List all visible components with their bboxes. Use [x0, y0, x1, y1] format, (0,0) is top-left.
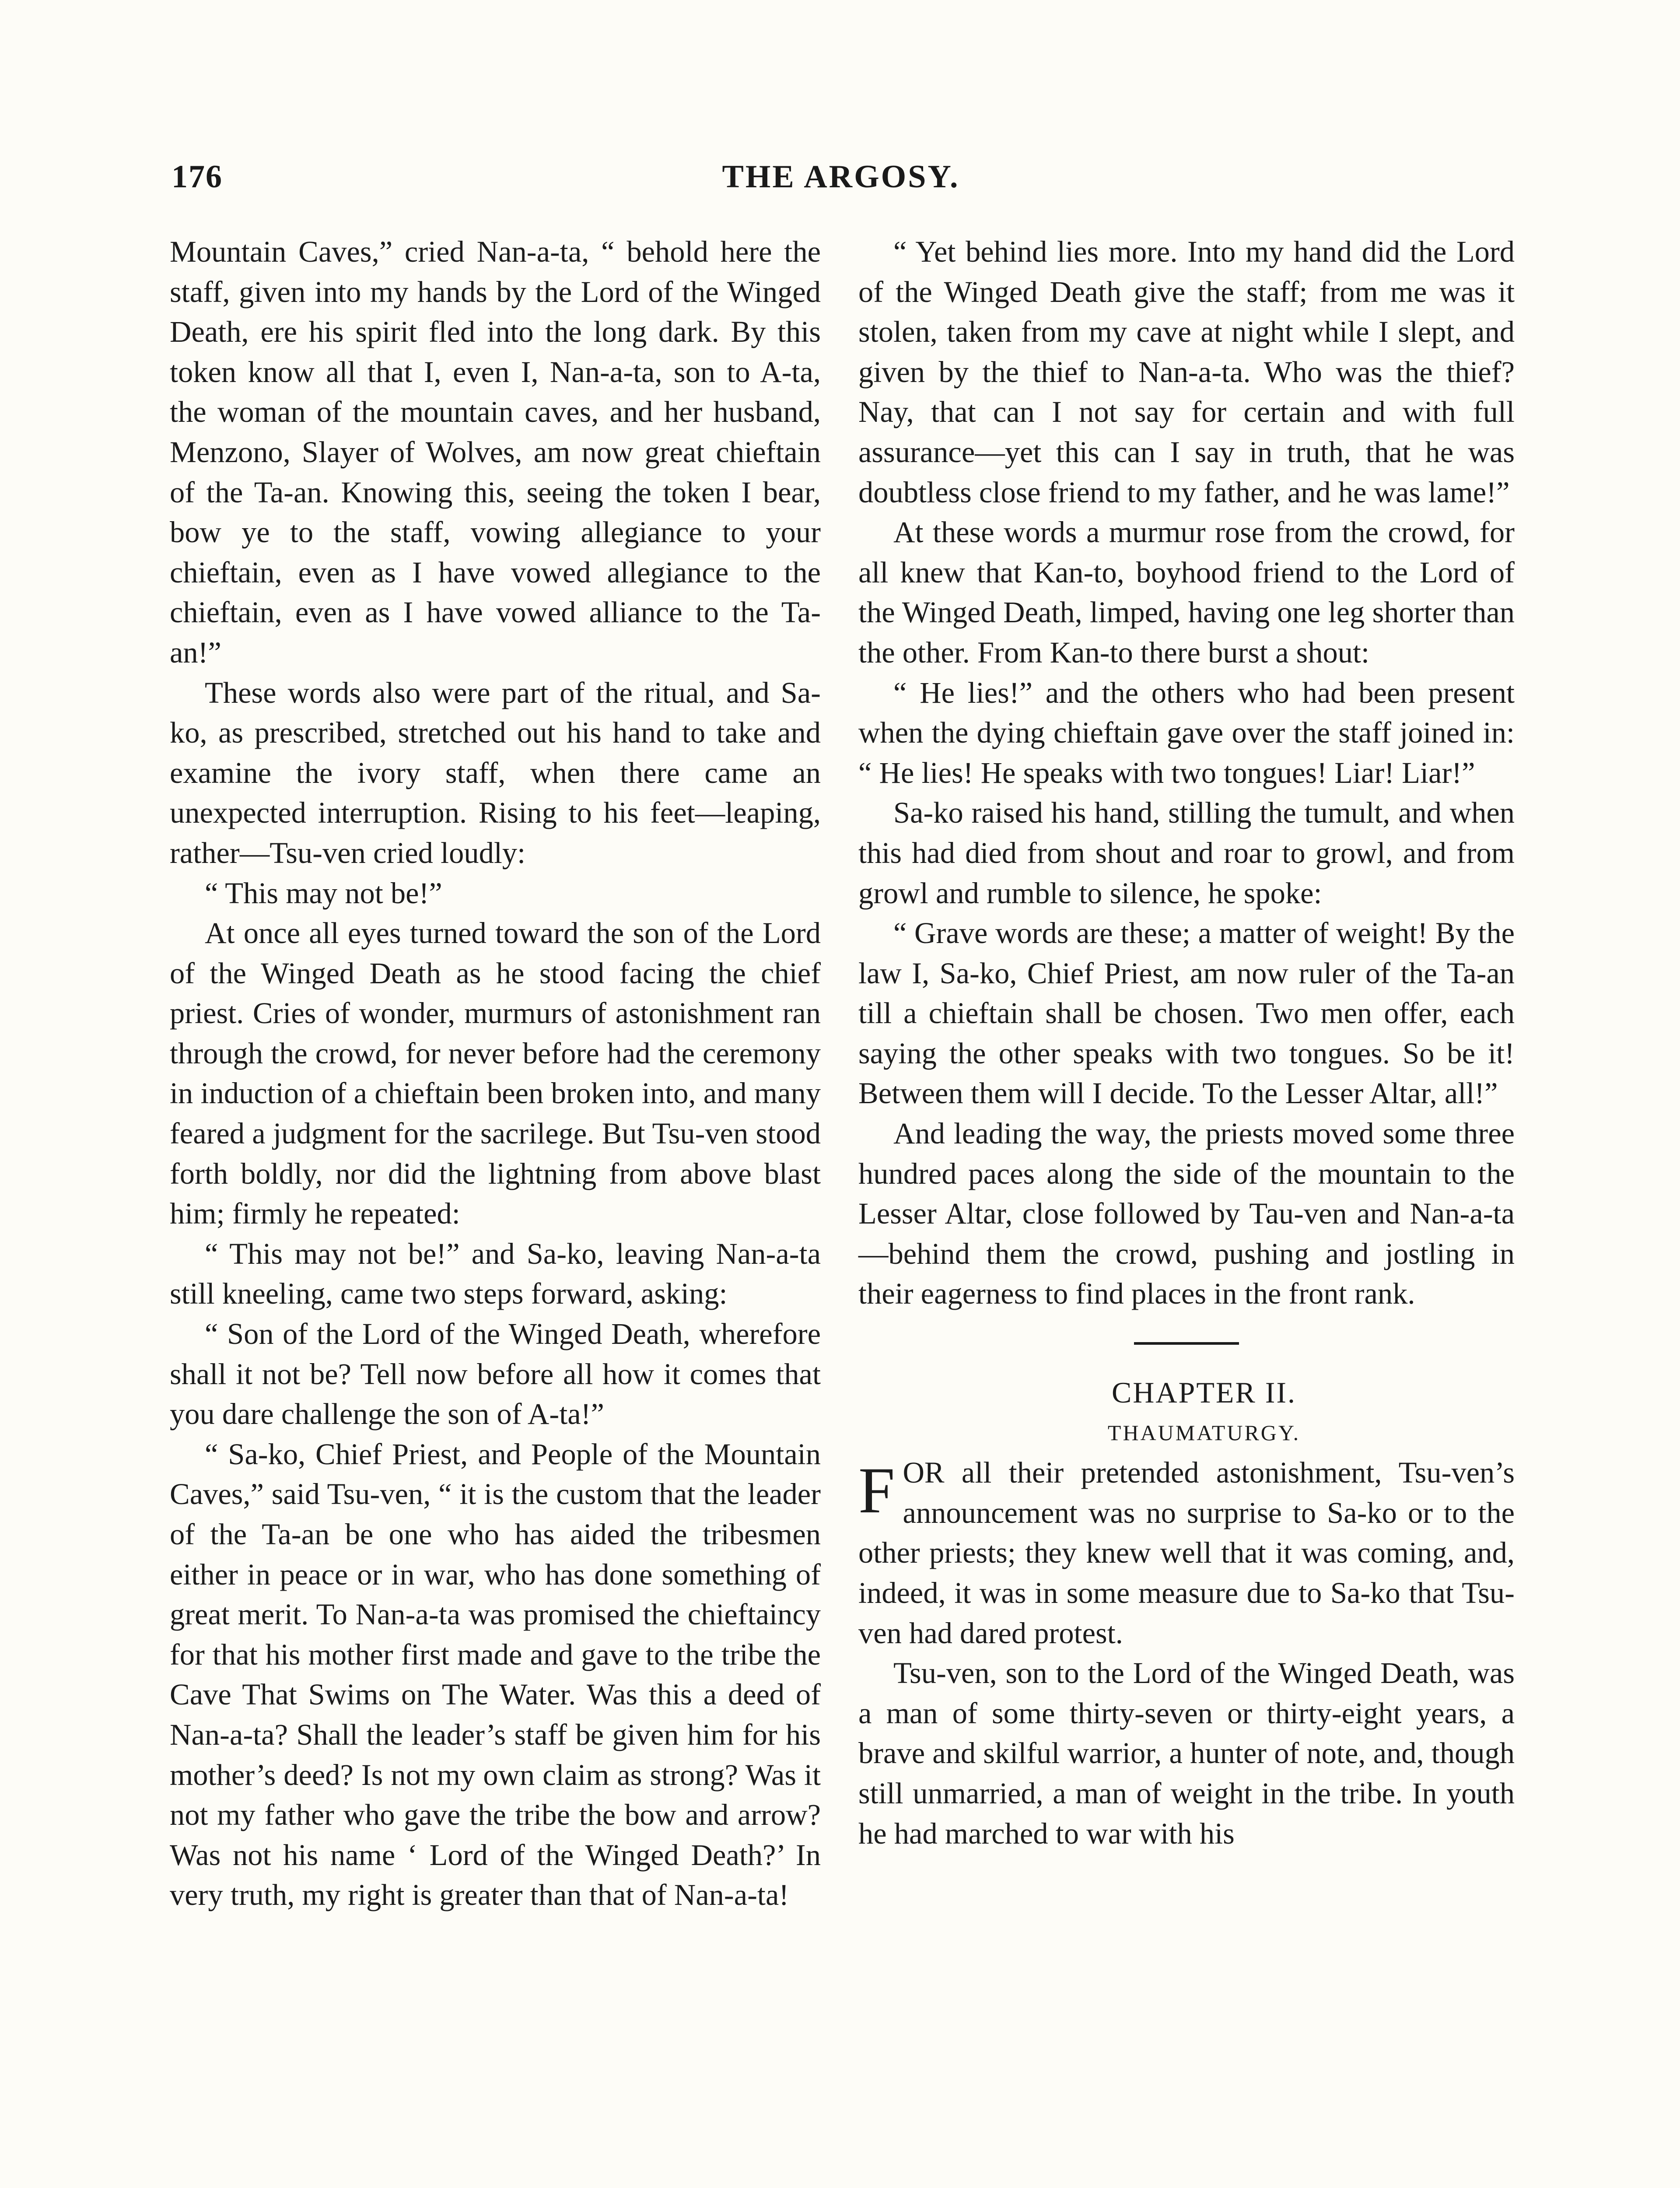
paragraph: These words also were part of the ritual, and Sa-ko, as prescribed, stretched out his hand to take and examine the ivory staff, when there came an unexpected interruption. Rising to his feet—leaping, rather—Tsu-ven cried loudly: [170, 676, 821, 870]
chapter-subtitle: THAUMATURGY. [1107, 1420, 1301, 1445]
paragraph: At once all eyes turned toward the son of the Lord of the Winged Death as he stood facing the chief priest. Cries of wonder, murmurs of astonishment ran through the crowd, for never before had the ceremony in induction of a chieftain been broken into, and many feared a judgment for the sacrilege. But Tsu-ven stood forth boldly, nor did the lightning from above blast him; firmly he repeated: [170, 916, 821, 1231]
page-number: 176 [172, 159, 223, 195]
opening-paragraph-text: OR all their pretended astonishment, Tsu-ven’s announcement was no surprise to Sa-ko or to the other priests; they knew well that it was coming, and, indeed, it was in some measure due to Sa-ko that Tsu-ven had dared protest. [858, 1456, 1515, 1650]
section-divider [1134, 1342, 1239, 1345]
paragraph: “ He lies!” and the others who had been present when the dying chieftain gave over the staff joined in: “ He lies! He speaks with two tongues! Liar! Liar!” [858, 676, 1515, 789]
drop-cap: F [858, 1454, 895, 1527]
running-head: THE ARGOSY. [722, 159, 960, 195]
paragraph: Sa-ko raised his hand, stilling the tumult, and when this had died from shout and roar to growl, and from growl and rumble to silence, he spoke: [858, 796, 1515, 910]
paragraph: Tsu-ven, son to the Lord of the Winged Death, was a man of some thirty-seven or thirty-eight years, a brave and skilful warrior, a hunter of note, and, though still unmarried, a man of weight in the tribe. In youth he had marched to war with his [858, 1656, 1515, 1850]
page-header [172, 158, 1510, 207]
paragraph: “ This may not be!” and Sa-ko, leaving Nan-a-ta still kneeling, came two steps forward, asking: [170, 1237, 821, 1311]
paragraph: “ Grave words are these; a matter of weight! By the law I, Sa-ko, Chief Priest, am now ruler of the Ta-an till a chieftain shall be chosen. Two men offer, each saying the other speaks with two tongues. So be it! Between them will I decide. To the Lesser Altar, all!” [858, 916, 1515, 1110]
paragraph: Mountain Caves,” cried Nan-a-ta, “ behold here the staff, given into my hands by the Lord of the Winged Death, ere his spirit fled into the long dark. By this token know all that I, even I, Nan-a-ta, son to A-ta, the woman of the mountain caves, and her husband, Menzono, Slayer of Wolves, am now great chieftain of the Ta-an. Knowing this, seeing the token I bear, bow ye to the staff, vowing allegiance to your chieftain, even as I have vowed allegiance to the chieftain, even as I have vowed alliance to the Ta-an!” [170, 235, 821, 669]
paragraph: “ This may not be!” [205, 876, 442, 910]
paragraph: At these words a murmur rose from the crowd, for all knew that Kan-to, boyhood friend to the Lord of the Winged Death, limped, having one leg shorter than the other. From Kan-to there burst a shout: [858, 515, 1515, 669]
chapter-title: CHAPTER II. [1111, 1376, 1297, 1410]
opening-paragraph [858, 1453, 1515, 1653]
paragraph: “ Son of the Lord of the Winged Death, wherefore shall it not be? Tell now before all how it comes that you dare challenge the son of A-ta!” [170, 1317, 821, 1431]
left-column [170, 232, 821, 1915]
paragraph: “ Yet behind lies more. Into my hand did the Lord of the Winged Death give the staff; from me was it stolen, taken from my cave at night while I slept, and given by the thief to Nan-a-ta. Who was the thief? Nay, that can I not say for certain and with full assurance—yet this can I say in truth, that he was doubtless close friend to my father, and he was lame!” [858, 235, 1515, 509]
right-column [858, 232, 1515, 1854]
paragraph: “ Sa-ko, Chief Priest, and People of the Mountain Caves,” said Tsu-ven, “ it is the custom that the leader of the Ta-an be one who has aided the tribesmen either in peace or in war, who has done something of great merit. To Nan-a-ta was promised the chieftaincy for that his mother first made and gave to the tribe the Cave That Swims on The Water. Was this a deed of Nan-a-ta? Shall the leader’s staff be given him for his mother’s deed? Is not my own claim as strong? Was it not my father who gave the tribe the bow and arrow? Was not his name ‘ Lord of the Winged Death?’ In very truth, my right is greater than that of Nan-a-ta! [170, 1437, 821, 1912]
paragraph: And leading the way, the priests moved some three hundred paces along the side of the mountain to the Lesser Altar, close followed by Tau-ven and Nan-a-ta—behind them the crowd, pushing and jostling in their eagerness to find places in the front rank. [858, 1117, 1515, 1311]
